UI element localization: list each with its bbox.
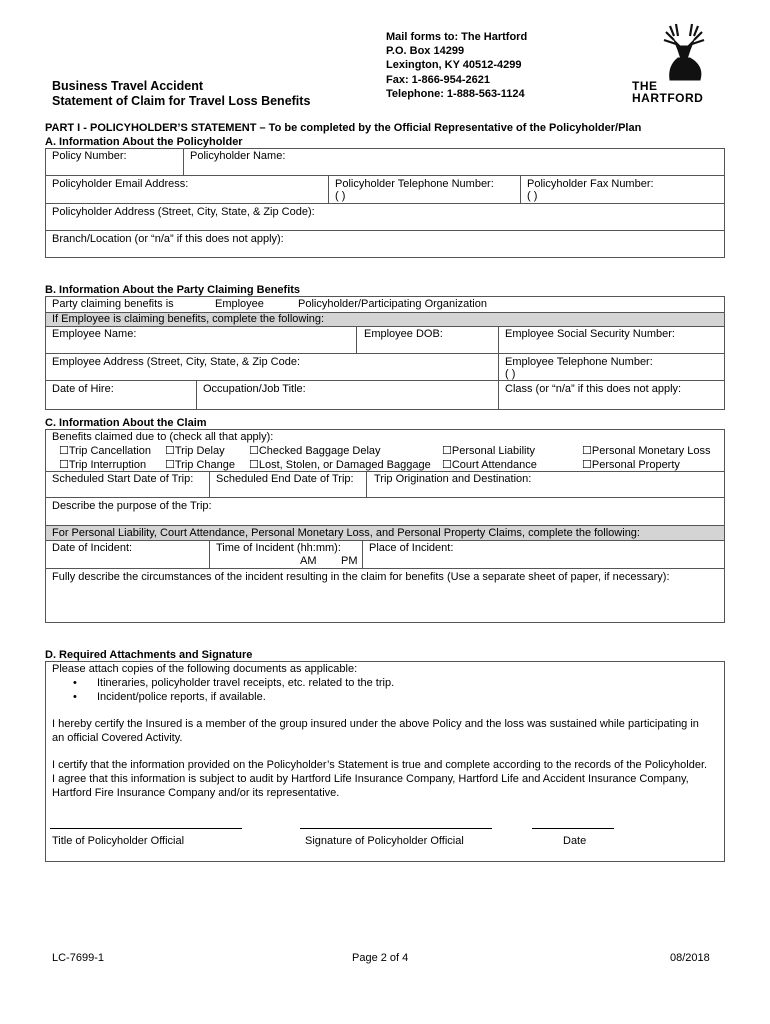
end-date-field[interactable]: Scheduled End Date of Trip:	[216, 473, 354, 485]
party-claiming-label: Party claiming benefits is	[52, 298, 174, 310]
revision-date: 08/2018	[670, 952, 710, 964]
trip-purpose-field[interactable]: Describe the purpose of the Trip:	[52, 500, 212, 512]
incident-date-field[interactable]: Date of Incident:	[52, 542, 133, 554]
policyholder-address-field[interactable]: Policyholder Address (Street, City, State, & Zip Code):	[52, 206, 315, 218]
bullet-dot: •	[73, 677, 77, 689]
page-number: Page 2 of 4	[352, 952, 409, 964]
official-title-field[interactable]: Title of Policyholder Official	[52, 835, 185, 847]
stag-logo-icon	[656, 22, 712, 84]
mail-line: Telephone: 1-888-563-1124	[386, 87, 525, 100]
date-of-hire-field[interactable]: Date of Hire:	[52, 383, 114, 395]
section-c-title: C. Information About the Claim	[45, 417, 207, 429]
employee-shaded-note: If Employee is claiming benefits, complete the following:	[52, 313, 325, 325]
occupation-field[interactable]: Occupation/Job Title:	[203, 383, 306, 395]
check-personal-monetary-loss[interactable]: ☐Personal Monetary Loss	[582, 445, 711, 457]
check-trip-interruption[interactable]: ☐Trip Interruption	[59, 459, 147, 471]
official-signature-field[interactable]: Signature of Policyholder Official	[305, 835, 464, 847]
section-d-title: D. Required Attachments and Signature	[45, 649, 253, 661]
logo-line: HARTFORD	[632, 91, 704, 105]
certification-member: I hereby certify the Insured is a member of the group insured under the above Policy and the loss was sustained while participating in an official Covered Activity.	[52, 718, 699, 744]
employee-telephone-field[interactable]: Employee Telephone Number:	[505, 356, 653, 368]
incident-circumstances-field[interactable]: Fully describe the circumstances of the incident resulting in the claim for benefits (Use a separate sheet of paper, if necessary):	[52, 571, 670, 583]
form-title	[52, 79, 310, 109]
incident-time-field[interactable]: Time of Incident (hh:mm):	[216, 542, 341, 554]
form-number: LC-7699-1	[52, 952, 104, 964]
logo-line: THE	[632, 79, 658, 93]
policyholder-name-field[interactable]: Policyholder Name:	[190, 150, 286, 162]
certification-accuracy: I certify that the information provided on the Policyholder’s Statement is true and complete according to the records of the Policyholder. I agree that this information is subject to audit by Hartford Life Insurance Company, Hartford Life and Accident Insurance Company, Hartford Fire Insurance Company and/or its representative.	[52, 759, 708, 799]
section-a-title: A. Information About the Policyholder	[45, 136, 243, 148]
attachment-reports: Incident/police reports, if available.	[97, 691, 266, 703]
signature-date-field[interactable]: Date	[563, 835, 587, 847]
policyholder-email-field[interactable]: Policyholder Email Address:	[52, 178, 189, 190]
employee-ssn-field[interactable]: Employee Social Security Number:	[505, 328, 675, 340]
pm-option[interactable]: PM	[341, 555, 358, 567]
employee-phone-paren: ( )	[505, 368, 516, 380]
mail-line: P.O. Box 14299	[386, 45, 465, 58]
branch-location-field[interactable]: Branch/Location (or “n/a” if this does not apply):	[52, 233, 284, 245]
phone-paren: ( )	[335, 190, 346, 202]
trip-origination-field[interactable]: Trip Origination and Destination:	[374, 473, 532, 485]
part1-heading: PART I - POLICYHOLDER’S STATEMENT – To be completed by the Official Representative of the Policyholder/Plan	[45, 122, 642, 134]
check-trip-cancellation[interactable]: ☐Trip Cancellation	[59, 445, 151, 457]
mailing-address	[386, 30, 527, 101]
employee-address-field[interactable]: Employee Address (Street, City, State, & Zip Code:	[52, 356, 301, 368]
check-checked-baggage-delay[interactable]: ☐Checked Baggage Delay	[249, 445, 381, 457]
mail-line: Mail forms to: The Hartford	[386, 31, 528, 43]
mail-line: Fax: 1-866-954-2621	[386, 73, 490, 86]
mail-line: Lexington, KY 40512-4299	[386, 59, 522, 72]
bullet-dot: •	[73, 691, 77, 703]
party-org-option[interactable]: Policyholder/Participating Organization	[298, 298, 487, 310]
policy-number-field[interactable]: Policy Number:	[52, 150, 127, 162]
start-date-field[interactable]: Scheduled Start Date of Trip:	[52, 473, 194, 485]
benefits-claimed-label: Benefits claimed due to (check all that apply):	[52, 431, 274, 443]
check-personal-property[interactable]: ☐Personal Property	[582, 459, 680, 471]
check-trip-delay[interactable]: ☐Trip Delay	[165, 445, 225, 457]
check-personal-liability[interactable]: ☐Personal Liability	[442, 445, 536, 457]
section-b-title: B. Information About the Party Claiming Benefits	[45, 284, 301, 296]
title-line: Statement of Claim for Travel Loss Benefits	[52, 94, 311, 108]
policyholder-telephone-field[interactable]: Policyholder Telephone Number:	[335, 178, 494, 190]
employee-name-field[interactable]: Employee Name:	[52, 328, 137, 340]
attachment-itineraries: Itineraries, policyholder travel receipts, etc. related to the trip.	[97, 677, 395, 689]
class-field[interactable]: Class (or “n/a” if this does not apply:	[505, 383, 682, 395]
check-trip-change[interactable]: ☐Trip Change	[165, 459, 235, 471]
logo-text	[632, 80, 703, 104]
incident-shaded-note: For Personal Liability, Court Attendance, Personal Monetary Loss, and Personal Property Claims, complete the following:	[52, 527, 640, 539]
title-line: Business Travel Accident	[52, 79, 203, 93]
am-option[interactable]: AM	[300, 555, 317, 567]
party-employee-option[interactable]: Employee	[215, 298, 264, 310]
check-court-attendance[interactable]: ☐Court Attendance	[442, 459, 537, 471]
check-lost-baggage[interactable]: ☐Lost, Stolen, or Damaged Baggage	[249, 459, 431, 471]
employee-dob-field[interactable]: Employee DOB:	[364, 328, 443, 340]
incident-place-field[interactable]: Place of Incident:	[369, 542, 454, 554]
fax-paren: ( )	[527, 190, 538, 202]
policyholder-fax-field[interactable]: Policyholder Fax Number:	[527, 178, 654, 190]
attach-instructions: Please attach copies of the following documents as applicable:	[52, 663, 358, 675]
